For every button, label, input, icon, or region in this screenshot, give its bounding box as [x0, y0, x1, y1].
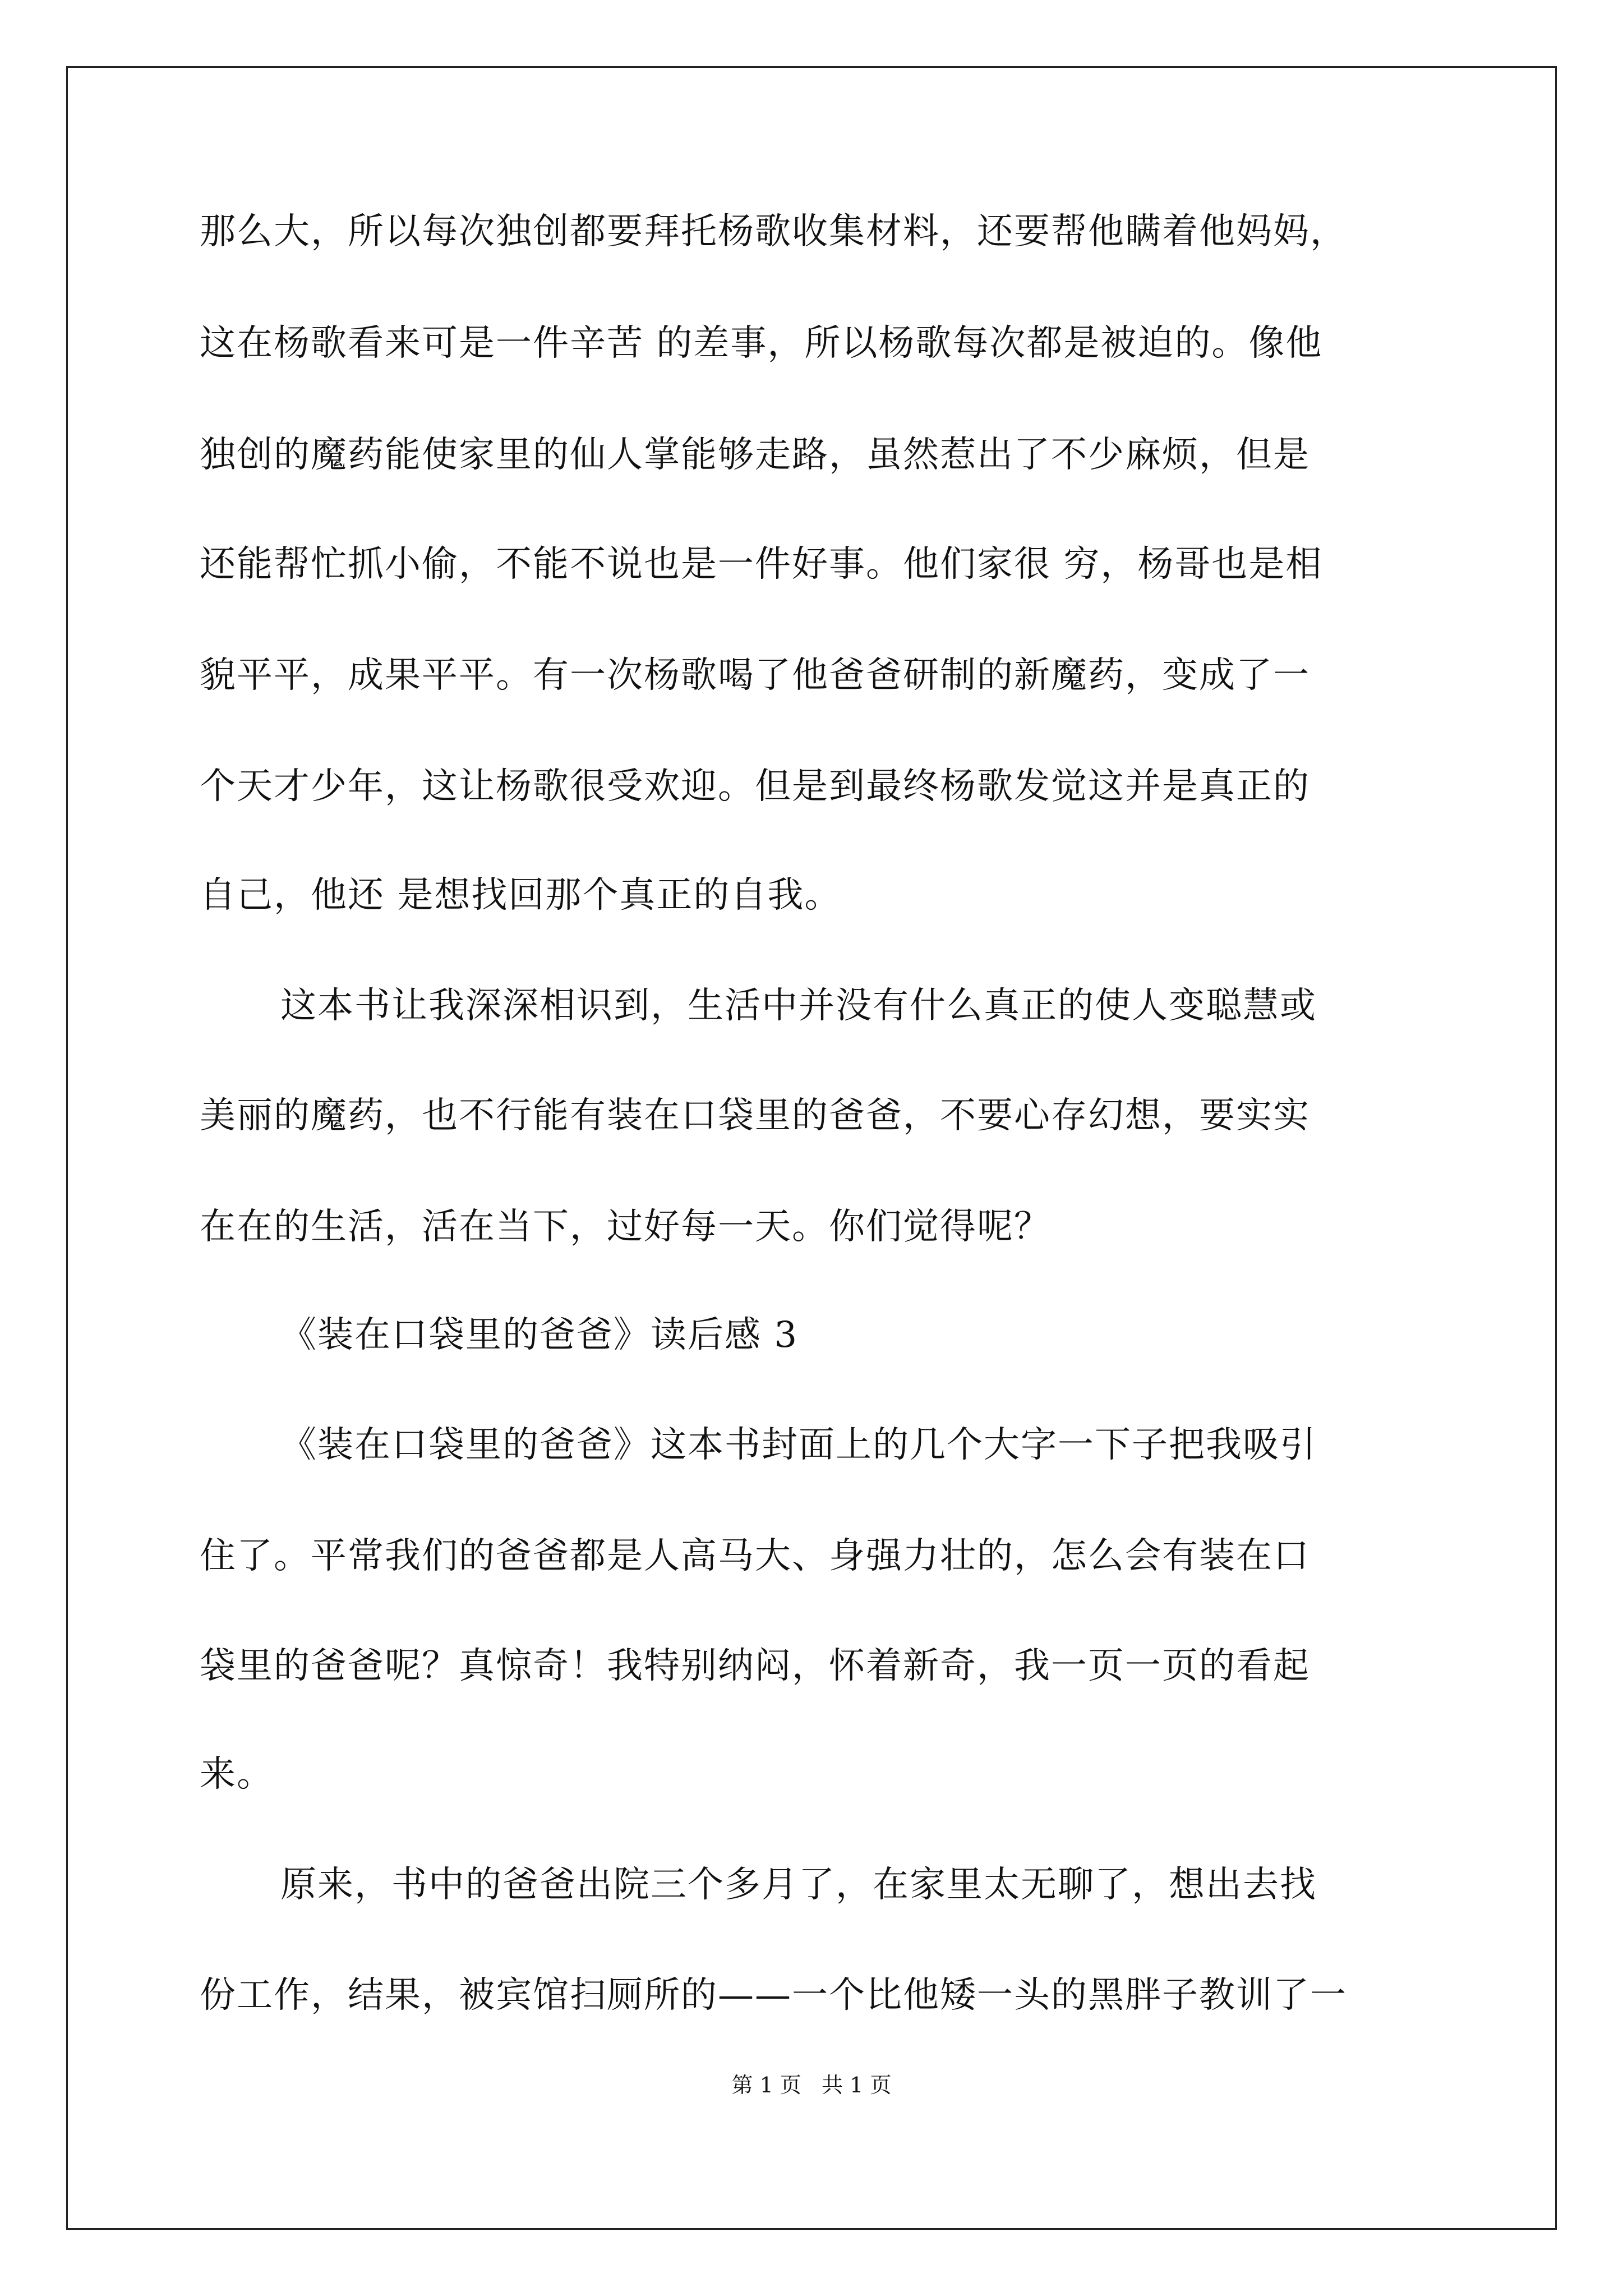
page-number-footer: 第 1 页 共 1 页 [731, 2073, 892, 2097]
paragraph-line: 那么大，所以每次独创都要拜托杨歌收集材料，还要帮他瞒着他妈妈， [200, 211, 1347, 252]
paragraph-line: 来。 [200, 1754, 274, 1795]
paragraph-line: 份工作，结果，被宾馆扫厕所的——一个比他矮一头的黑胖子教训了一 [200, 1975, 1347, 2016]
paragraph-line: 自己，他还 是想找回那个真正的自我。 [200, 875, 842, 916]
paragraph-line: 还能帮忙抓小偷，不能不说也是一件好事。他们家很 穷，杨哥也是相 [200, 544, 1323, 585]
paragraph-line: 住了。平常我们的爸爸都是人高马大、身强力壮的，怎么会有装在口 [200, 1535, 1310, 1577]
paragraph-line: 独创的魔药能使家里的仙人掌能够走路，虽然惹出了不少麻烦，但是 [200, 434, 1310, 476]
paragraph-line: 美丽的魔药，也不行能有装在口袋里的爸爸，不要心存幻想，要实实 [200, 1095, 1310, 1137]
paragraph-line: 这本书让我深深相识到，生活中并没有什么真正的使人变聪慧或 [280, 985, 1317, 1027]
section-heading: 《装在口袋里的爸爸》读后感 3 [280, 1314, 799, 1356]
paragraph-line: 《装在口袋里的爸爸》这本书封面上的几个大字一下子把我吸引 [280, 1424, 1317, 1466]
paragraph-line: 貌平平，成果平平。有一次杨歌喝了他爸爸研制的新魔药，变成了一 [200, 655, 1310, 696]
paragraph-line: 个天才少年，这让杨歌很受欢迎。但是到最终杨歌发觉这并是真正的 [200, 766, 1310, 807]
paragraph-line: 在在的生活，活在当下，过好每一天。你们觉得呢？ [200, 1206, 1051, 1248]
paragraph-line: 这在杨歌看来可是一件辛苦 的差事，所以杨歌每次都是被迫的。像他 [200, 323, 1323, 364]
paragraph-line: 原来，书中的爸爸出院三个多月了，在家里太无聊了，想出去找 [280, 1864, 1317, 1906]
paragraph-line: 袋里的爸爸呢？真惊奇！我特别纳闷，怀着新奇，我一页一页的看起 [200, 1645, 1310, 1687]
